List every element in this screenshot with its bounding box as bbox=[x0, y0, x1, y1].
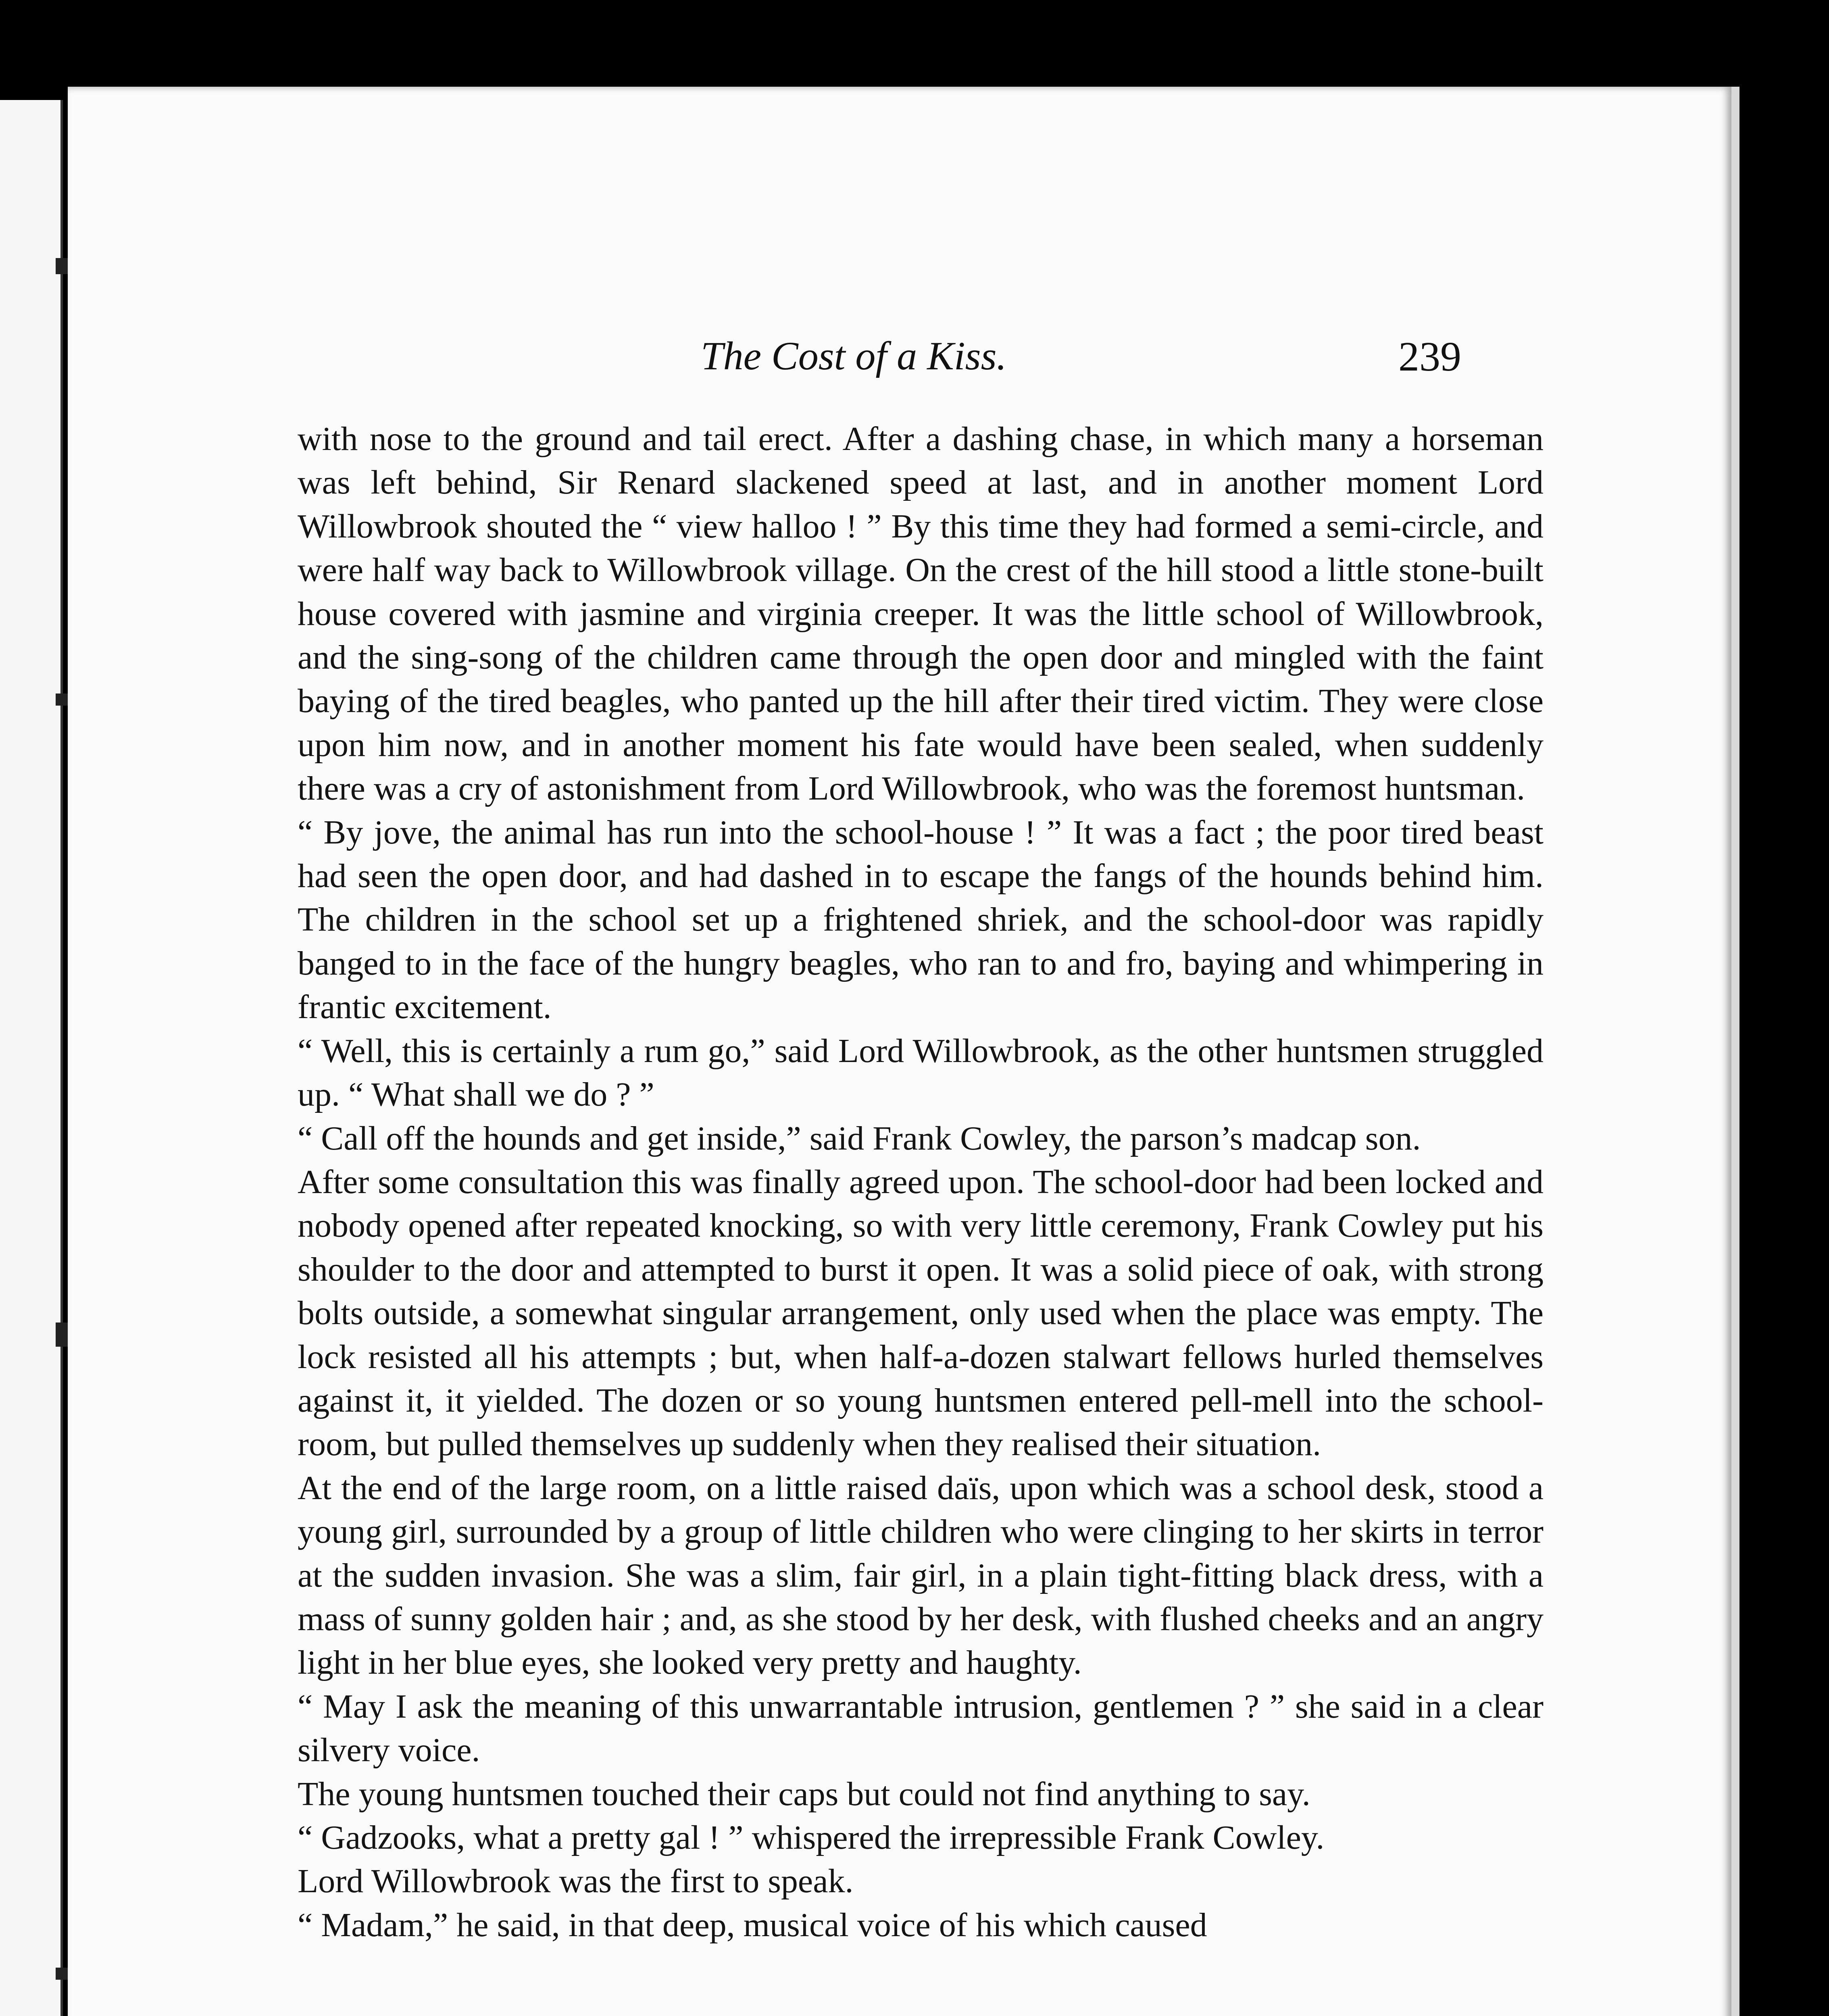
paragraph: with nose to the ground and tail erect. After a dashing chase, in which many a horseman was left behind, Sir Renard slackened speed at last, and in another moment Lord Willowbrook shouted the “ view halloo ! ” By this time they had formed a semi-circle, and were half way back to Willowbrook village. On the crest of the hill stood a little stone-built house covered with jasmine and virginia creeper. It was the little school of Willowbrook, and the sing-song of the children came through the open door and mingled with the faint baying of the tired beagles, who panted up the hill after their tired victim. They were close upon him now, and in another moment his fate would have been sealed, when suddenly there was a cry of astonishment from Lord Willowbrook, who was the foremost huntsman. bbox=[298, 420, 1544, 808]
paragraph: The young huntsmen touched their caps but could not find anything to say. bbox=[298, 1775, 1310, 1813]
paragraph: After some consultation this was finally agreed upon. The school-door had been locked and nobody opened after repeated knocking, so with very little ceremony, Frank Cowley put his shoulder to the door and attempted to burst it open. It was a solid piece of oak, with strong bolts outside, a somewhat singular arrangement, only used when the place was empty. The lock resisted all his attempts ; but, when half-a-dozen stalwart fellows hurled themselves against it, it yielded. The dozen or so young huntsmen entered pell-mell into the school-room, but pulled themselves up suddenly when they realised their situation. bbox=[298, 1163, 1544, 1463]
binding-thread-mark bbox=[56, 258, 68, 274]
page-edge-shadow bbox=[1731, 87, 1739, 2016]
paragraph: “ Well, this is certainly a rum go,” said Lord Willowbrook, as the other huntsmen struggled up. “ What shall we do ? ” bbox=[298, 1032, 1544, 1114]
binding-thread-mark bbox=[56, 1322, 68, 1347]
paragraph: Lord Willowbrook was the first to speak. bbox=[298, 1862, 854, 1900]
paragraph: “ Gadzooks, what a pretty gal ! ” whispered the irrepressible Frank Cowley. bbox=[298, 1819, 1325, 1856]
body-text bbox=[298, 417, 1544, 1947]
paragraph: “ By jove, the animal has run into the school-house ! ” It was a fact ; the poor tired beast had seen the open door, and had dashed in to escape the fangs of the hounds behind him. The children in the school set up a frightened shriek, and the school-door was rapidly banged to in the face of the hungry beagles, who ran to and fro, baying and whimpering in frantic excitement. bbox=[298, 813, 1544, 1026]
facing-page-edge bbox=[0, 100, 63, 2016]
running-title: The Cost of a Kiss. bbox=[701, 333, 1007, 378]
paragraph: “ Madam,” he said, in that deep, musical voice of his which caused bbox=[298, 1906, 1207, 1944]
page-header bbox=[68, 333, 1731, 393]
binding-thread-mark bbox=[56, 694, 68, 706]
book-page bbox=[68, 87, 1731, 2016]
paragraph: At the end of the large room, on a little raised daïs, upon which was a school desk, stood a young girl, surrounded by a group of little children who were clinging to her skirts in terror at the sudden invasion. She was a slim, fair girl, in a plain tight-fitting black dress, with a mass of sunny golden hair ; and, as she stood by her desk, with flushed cheeks and an angry light in her blue eyes, she looked very pretty and haughty. bbox=[298, 1469, 1544, 1682]
binding-thread-mark bbox=[56, 1968, 68, 1980]
paragraph: “ Call off the hounds and get inside,” said Frank Cowley, the parson’s madcap son. bbox=[298, 1119, 1421, 1157]
page-number: 239 bbox=[1398, 333, 1461, 380]
paragraph: “ May I ask the meaning of this unwarrantable intrusion, gentlemen ? ” she said in a clear silvery voice. bbox=[298, 1687, 1544, 1769]
